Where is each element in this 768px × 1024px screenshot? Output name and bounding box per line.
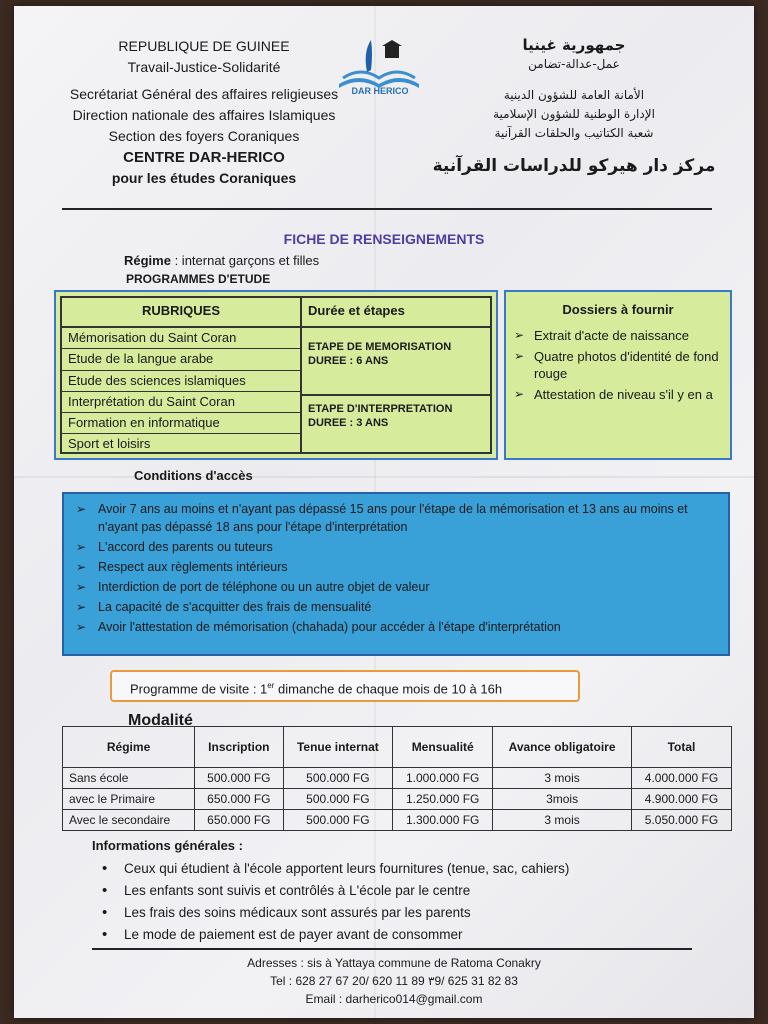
table-row: [63, 810, 732, 831]
stage-interpretation: [308, 402, 452, 430]
column-header: Tenue internat: [283, 727, 393, 768]
section-line: Section des foyers Coraniques: [108, 128, 300, 144]
table-cell: 650.000 FG: [195, 789, 283, 810]
center-name: CENTRE DAR-HERICO: [123, 149, 285, 166]
table-cell: avec le Primaire: [63, 789, 195, 810]
column-header: Avance obligatoire: [493, 727, 632, 768]
flyer-paper: [14, 6, 754, 1018]
table-cell: 1.300.000 FG: [393, 810, 493, 831]
dossier-item: ➢ Attestation de niveau s'il y en a: [514, 386, 722, 403]
visit-ordinal: er: [267, 681, 275, 690]
condition-item: ➢ Avoir 7 ans au moins et n'ayant pas dépassé 15 ans pour l'étape de la mémorisation et 13 ans au moins et n'ayant pas dépassé 18 ans pour l'étape d'interprétation: [76, 500, 716, 536]
condition-item: ➢ La capacité de s'acquitter des frais de mensualité: [76, 598, 716, 616]
stage-divider: [302, 394, 490, 396]
rubriques-list: [62, 328, 300, 455]
visit-schedule: [110, 670, 580, 702]
dossier-item: ➢ Quatre photos d'identité de fond rouge: [514, 348, 722, 382]
header-left: [34, 36, 374, 189]
stage-memorisation-label: ETAPE DE MEMORISATION: [308, 341, 452, 353]
visit-text-end: dimanche de chaque mois de 10 à 16h: [274, 681, 503, 697]
rubrique-item: Interprétation du Saint Coran: [62, 392, 300, 413]
stage-memorisation: [308, 340, 451, 368]
programmes-table: [60, 296, 492, 454]
stage-interpretation-duration: DUREE : 3 ANS: [308, 417, 389, 429]
header-right: [424, 36, 724, 176]
condition-item: ➢ L'accord des parents ou tuteurs: [76, 538, 716, 556]
table-cell: 500.000 FG: [283, 768, 393, 789]
dossier-item: ➢ Extrait d'acte de naissance: [514, 327, 722, 344]
table-cell: 1.000.000 FG: [393, 768, 493, 789]
phone-line: Tel : 628 27 67 20/ 620 11 89 ٣9/ 625 31 82 83: [270, 974, 518, 988]
info-item: • Ceux qui étudient à l'école apportent leurs fournitures (tenue, sac, cahiers): [102, 858, 702, 880]
rubrique-item: Mémorisation du Saint Coran: [62, 328, 300, 349]
direction-line: Direction nationale des affaires Islamiques: [72, 107, 336, 123]
duration-header: Durée et étapes: [302, 298, 490, 328]
info-item: • Les frais des soins médicaux sont assurés par les parents: [102, 902, 702, 924]
table-cell: 3 mois: [493, 810, 632, 831]
table-row: [63, 789, 732, 810]
address-line: Adresses : sis à Yattaya commune de Ratoma Conakry: [247, 956, 541, 970]
table-cell: 500.000 FG: [195, 768, 283, 789]
condition-item: ➢ Avoir l'attestation de mémorisation (chahada) pour accéder à l'étape d'interprétation: [76, 618, 716, 636]
email-line: Email : darherico014@gmail.com: [305, 992, 483, 1006]
column-header: Total: [631, 727, 731, 768]
table-cell: 1.250.000 FG: [393, 789, 493, 810]
conditions-heading: Conditions d'accès: [134, 468, 253, 483]
regime-line: [124, 253, 319, 268]
footer-divider: [92, 948, 692, 950]
table-cell: 500.000 FG: [283, 810, 393, 831]
info-heading: Informations générales :: [92, 838, 243, 853]
rubrique-item: Etude de la langue arabe: [62, 349, 300, 370]
table-header-row: [63, 727, 732, 768]
document-title: FICHE DE RENSEIGNEMENTS: [283, 231, 485, 247]
center-subtitle: pour les études Coraniques: [111, 170, 297, 186]
rubrique-item: Sport et loisirs: [68, 436, 151, 452]
table-cell: 5.050.000 FG: [631, 810, 731, 831]
visit-text-start: Programme de visite : 1: [130, 681, 268, 697]
country-name: REPUBLIQUE DE GUINEE: [118, 38, 290, 54]
dossiers-box: [504, 290, 732, 460]
dossiers-title: Dossiers à fournir: [562, 302, 674, 317]
rubriques-header: RUBRIQUES: [62, 298, 300, 328]
table-cell: Sans école: [63, 768, 195, 789]
secretariat-line: Secrétariat Général des affaires religieuses: [69, 86, 339, 102]
secretariat-line-arabic: الأمانة العامة للشؤون الدينية: [503, 88, 645, 102]
programmes-heading: PROGRAMMES D'ETUDE: [126, 272, 271, 286]
rubrique-item: Etude des sciences islamiques: [62, 371, 300, 392]
programmes-box: [54, 290, 498, 460]
table-row: [63, 768, 732, 789]
column-header: Mensualité: [393, 727, 493, 768]
stage-interpretation-label: ETAPE D'INTERPRETATION: [308, 403, 453, 415]
column-header: Inscription: [195, 727, 283, 768]
info-item: • Les enfants sont suivis et contrôlés à L'école par le centre: [102, 880, 702, 902]
center-name-arabic: مركز دار هيركو للدراسات القرآنية: [432, 156, 716, 176]
column-header: Régime: [63, 727, 195, 768]
table-cell: 3 mois: [493, 768, 632, 789]
condition-item: ➢ Respect aux règlements intérieurs: [76, 558, 716, 576]
modalite-table: [62, 726, 732, 831]
country-motto: Travail-Justice-Solidarité: [127, 59, 281, 75]
rubrique-item: Formation en informatique: [62, 413, 300, 434]
modalite-heading: Modalité: [128, 712, 193, 729]
country-name-arabic: جمهورية غينيا: [522, 36, 626, 54]
info-item: • Le mode de paiement est de payer avant de consommer: [102, 924, 702, 946]
contact-block: [194, 954, 594, 1008]
info-list: [102, 858, 702, 946]
logo-caption: DAR HERICO: [351, 86, 409, 96]
paper-fold: [14, 476, 754, 478]
table-cell: 500.000 FG: [283, 789, 393, 810]
table-cell: 3mois: [493, 789, 632, 810]
conditions-box: [62, 492, 730, 656]
direction-line-arabic: الإدارة الوطنية للشؤون الإسلامية: [493, 107, 655, 121]
regime-label: Régime: [124, 253, 171, 268]
condition-item: ➢ Interdiction de port de téléphone ou un autre objet de valeur: [76, 578, 716, 596]
table-cell: 4.000.000 FG: [631, 768, 731, 789]
regime-value: : internat garçons et filles: [170, 253, 320, 268]
stage-memorisation-duration: DUREE : 6 ANS: [308, 355, 389, 367]
table-cell: 4.900.000 FG: [631, 789, 731, 810]
section-line-arabic: شعبة الكتاتيب والحلقات القرآنية: [494, 126, 654, 140]
country-motto-arabic: عمل-عدالة-تضامن: [528, 57, 620, 71]
table-cell: 650.000 FG: [195, 810, 283, 831]
header-divider: [62, 208, 712, 210]
table-cell: Avec le secondaire: [63, 810, 195, 831]
